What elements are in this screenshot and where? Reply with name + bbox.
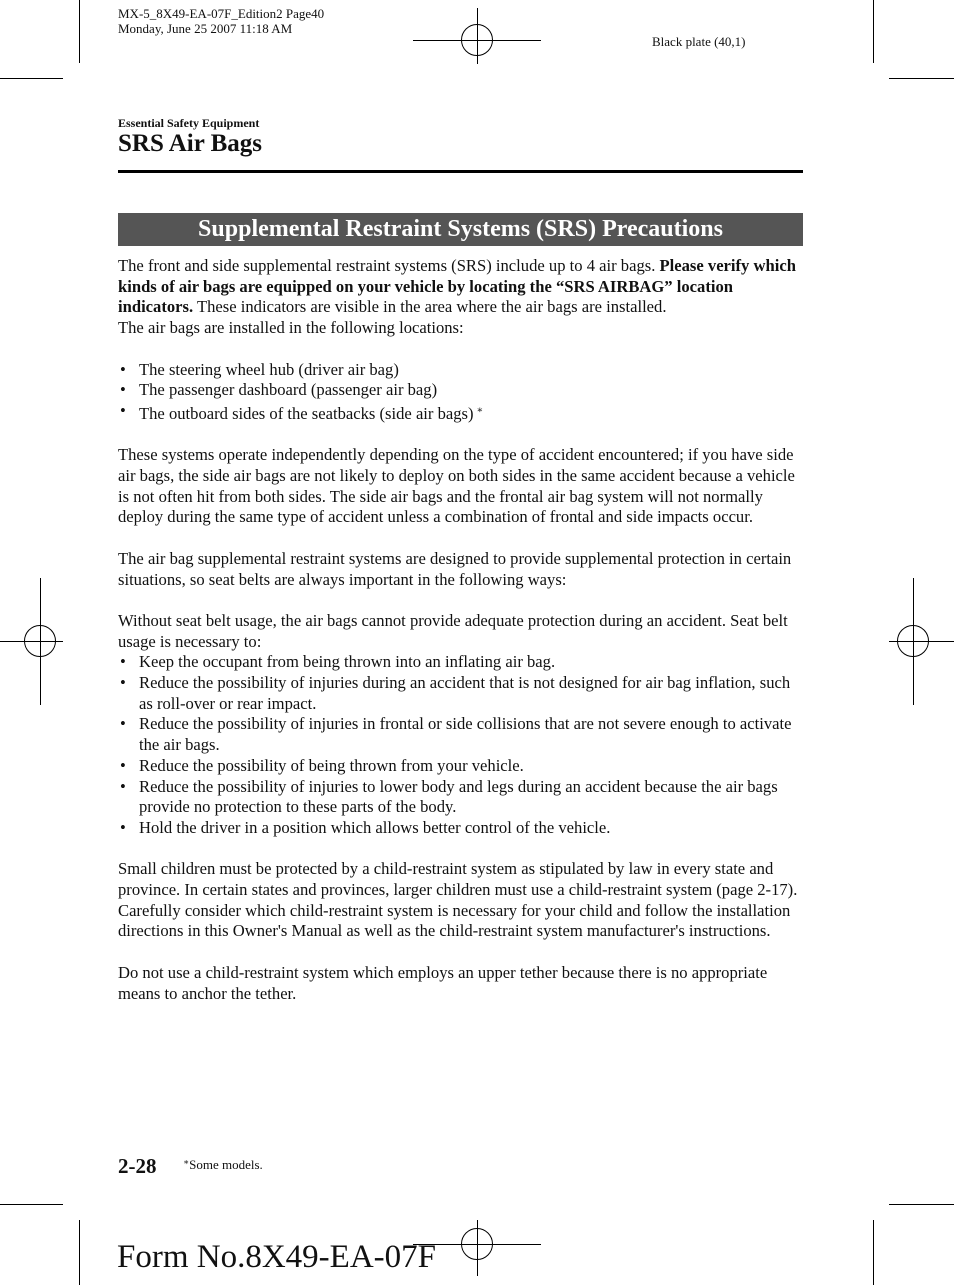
intro-paragraph [118,256,808,318]
crop-mark [0,1204,63,1205]
list-item: • Keep the occupant from being thrown into an inflating air bag. [118,652,808,673]
intro-text-2: These indicators are visible in the area where the air bags are installed. [197,297,667,317]
list-item: • Hold the driver in a position which allows better control of the vehicle. [118,818,808,839]
section-banner: Supplemental Restraint Systems (SRS) Precautions [118,213,803,246]
crop-mark [889,78,954,79]
list-item: • The steering wheel hub (driver air bag) [118,360,808,381]
list-item: • Reduce the possibility of injuries during an accident that is not designed for air bag inflation, such as roll-over or rear impact. [118,673,808,714]
print-metadata-file: MX-5_8X49-EA-07F_Edition2 Page40 [118,6,325,21]
title-rule [118,170,803,173]
crop-mark [0,78,63,79]
page-number: 2-28 [118,1154,157,1178]
print-metadata [118,6,324,36]
page-title: SRS Air Bags [118,130,263,157]
crop-mark [79,0,80,63]
print-metadata-date: Monday, June 25 2007 11:18 AM [118,21,293,36]
list-item: • Reduce the possibility of being thrown from your vehicle. [118,756,808,777]
footnote-text: Some models. [189,1157,263,1172]
list-item: • Reduce the possibility of injuries to lower body and legs during an accident because the air bags provide no protection to these parts of the body. [118,777,808,818]
locations-list [118,360,808,425]
paragraph-without-seatbelt: Without seat belt usage, the air bags cannot provide adequate protection during an accident. Seat belt usage is necessary to: [118,610,788,651]
crop-mark [873,0,874,63]
paragraph-independent: These systems operate independently depending on the type of accident encountered; if you have side air bags, the side air bags are not likely to deploy on both sides in the same accident because a vehicle is not often hit from both sides. The side air bags and the frontal air bag system will not normally deploy during the same type of accident unless a combination of frontal and side impacts occur. [118,445,795,527]
crop-mark [873,1220,874,1285]
footnote-marker: ∗ [476,404,484,416]
list-item: • The passenger dashboard (passenger air bag) [118,380,808,401]
seatbelt-reasons-list [118,652,808,838]
paragraph-carefully: Carefully consider which child-restraint system is necessary for your child and follow the installation directions in this Owner's Manual as well as the child-restraint system manufacturer's instructions. [118,900,791,941]
crop-mark [79,1220,80,1285]
paragraph-children: Small children must be protected by a child-restraint system as stipulated by law in every state and province. In certain states and provinces, larger children must use a child-restraint system (page 2-17). [118,859,798,900]
paragraph-supplemental: The air bag supplemental restraint systems are designed to provide supplemental protection in certain situations, so seat belts are always important in the following ways: [118,548,792,589]
main-content [118,256,808,1004]
form-number: Form No.8X49-EA-07F [117,1239,436,1275]
footnote [183,1157,263,1173]
paragraph-tether: Do not use a child-restraint system which employs an upper tether because there is no appropriate means to anchor the tether. [118,962,768,1003]
section-kicker: Essential Safety Equipment [118,116,260,130]
plate-label: Black plate (40,1) [652,34,746,49]
footnote-marker: ∗ [183,1157,190,1167]
list-item: • Reduce the possibility of injuries in frontal or side collisions that are not severe enough to activate the air bags. [118,714,808,755]
list-item: • The outboard sides of the seatbacks (side air bags) ∗ [118,401,808,425]
locations-intro: The air bags are installed in the following locations: [118,318,464,338]
crop-mark [889,1204,954,1205]
intro-bold-text: Please verify which kinds of air bags are equipped on your vehicle by locating the “SRS AIRBAG” location indicators. [118,256,796,317]
intro-text: The front and side supplemental restraint systems (SRS) include up to 4 air bags. [118,256,656,275]
